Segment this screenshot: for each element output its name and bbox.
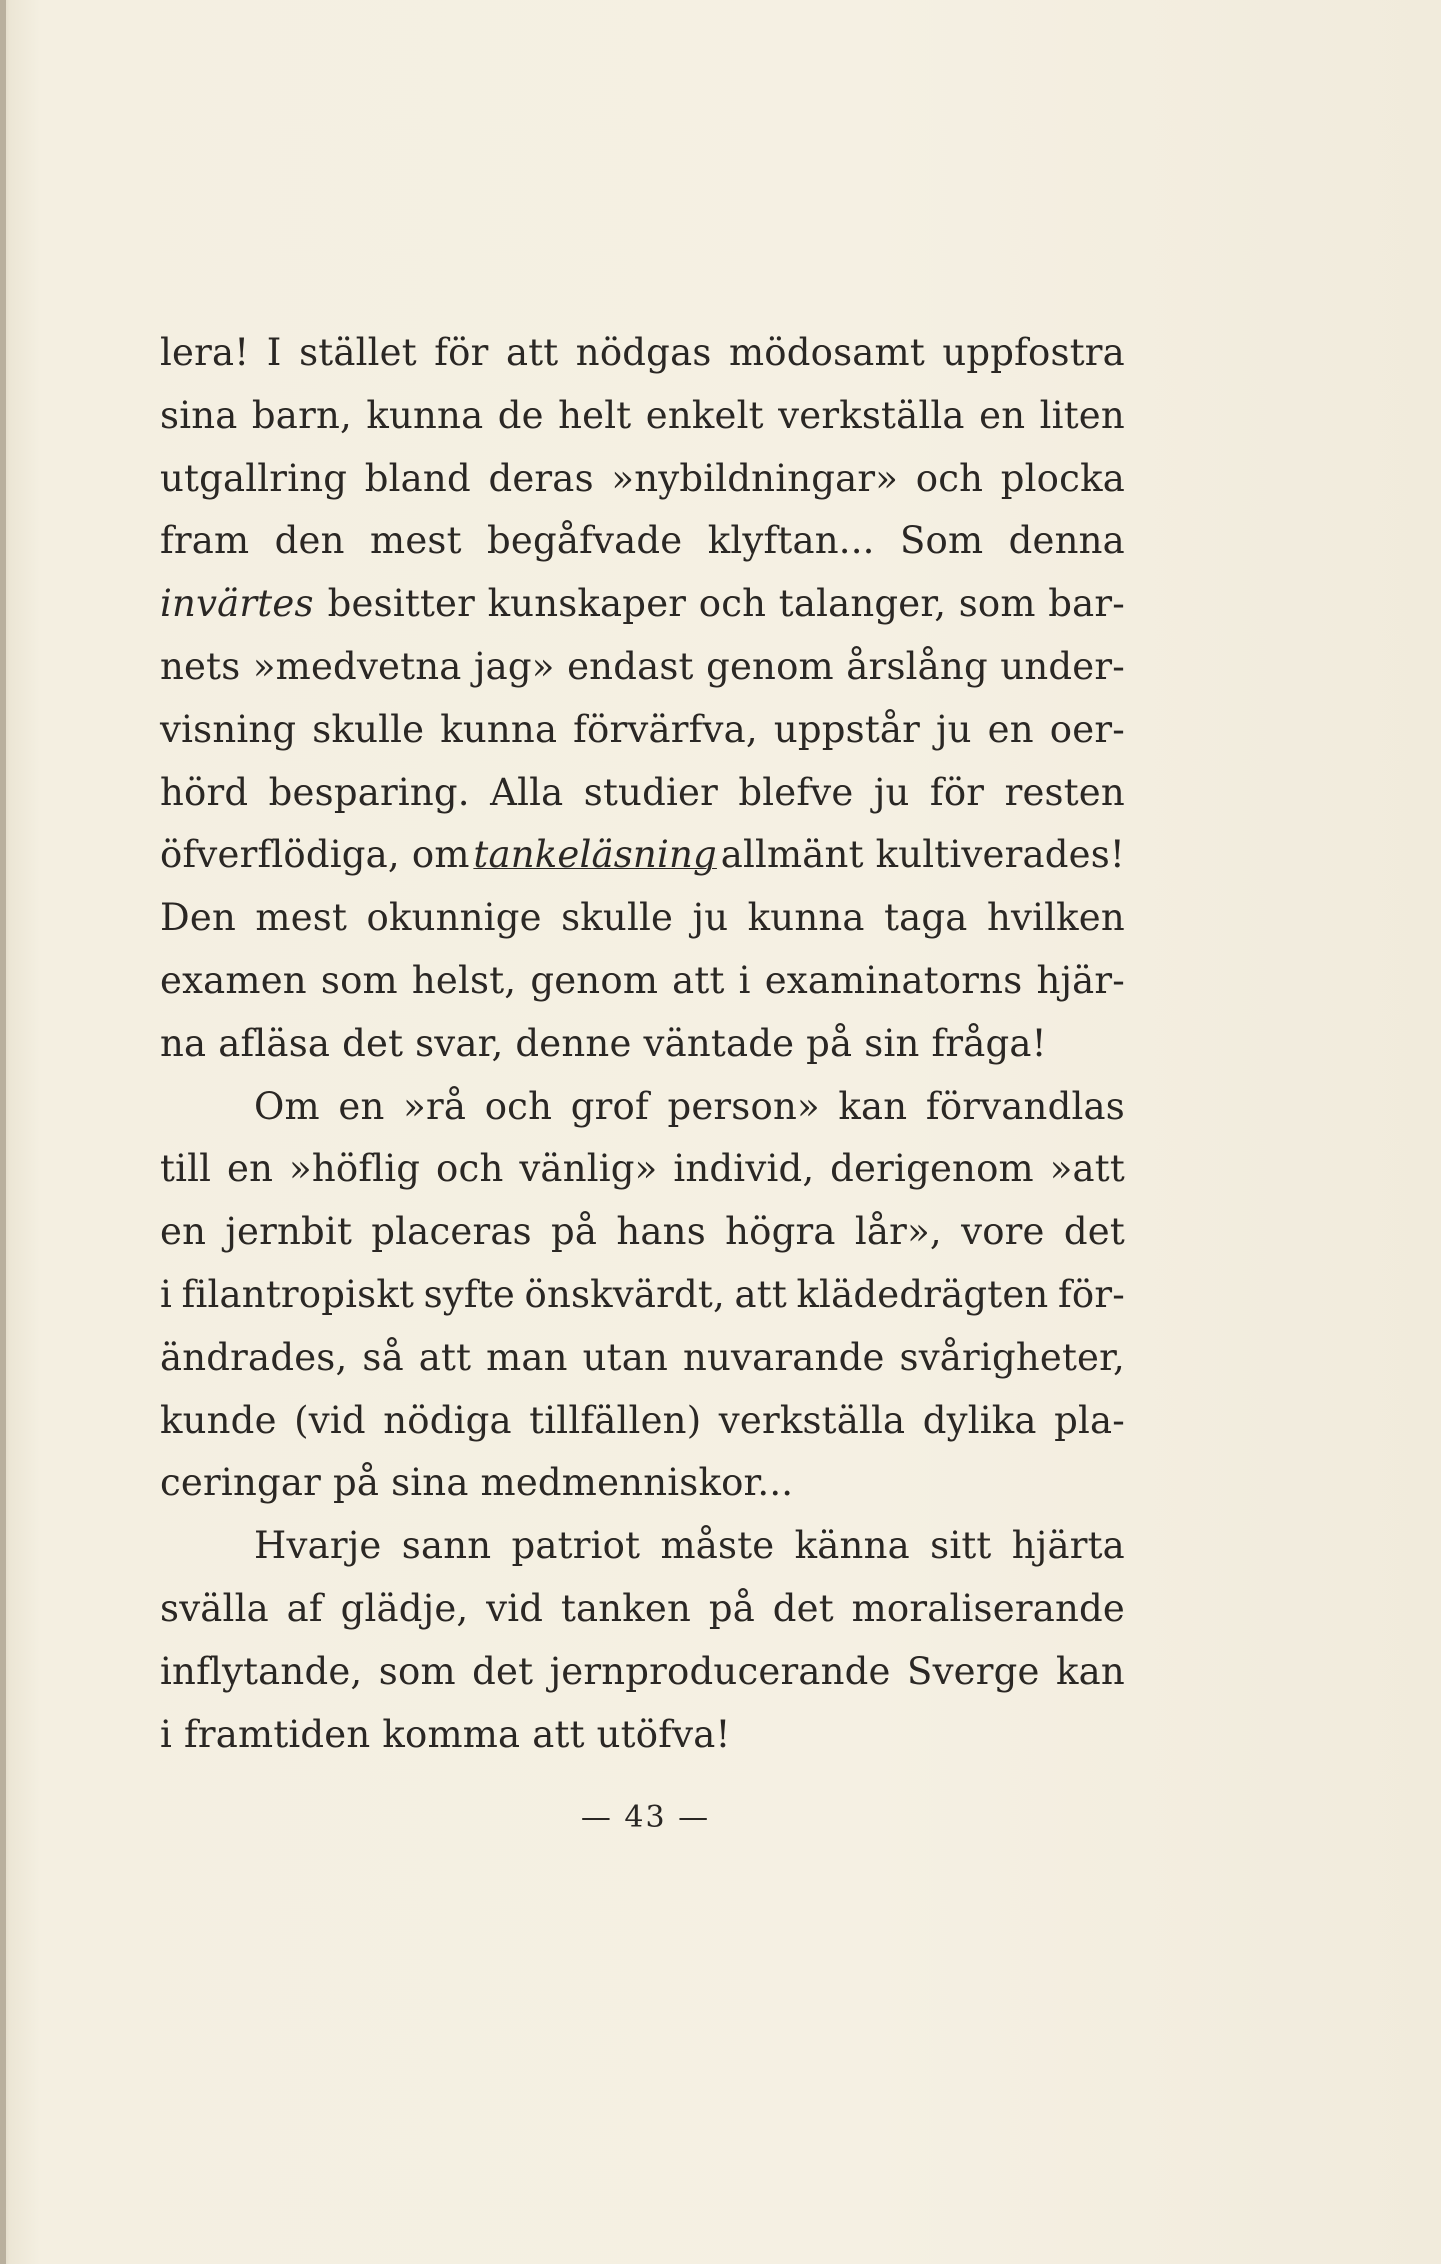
text-line: inflytande, som det jernproducerande Sverge kan: [160, 1649, 1125, 1693]
page-edge: [0, 0, 6, 2264]
text-line: lera! I stället för att nödgas mödosamt uppfostra: [160, 331, 1125, 374]
text-line: en jernbit placeras på hans högra lår», vore det: [160, 1210, 1125, 1254]
body-text: [160, 322, 1125, 1766]
text-line: ändrades, så att man utan nuvarande svårigheter,: [160, 1335, 1125, 1379]
text-line: i framtiden komma att utöfva!: [160, 1712, 731, 1756]
text-line: visning skulle kunna förvärfva, uppstår ju en oer-: [160, 707, 1125, 751]
text-line: sina barn, kunna de helt enkelt verkställa en liten: [160, 393, 1125, 437]
text-line: hörd besparing. Alla studier blefve ju för resten: [160, 770, 1125, 814]
text-line: examen som helst, genom att i examinatorns hjär-: [160, 958, 1125, 1002]
text-line: [160, 573, 1125, 636]
text-line: fram den mest begåfvade klyftan... Som denna: [160, 519, 1125, 563]
page-number: — 43 —: [580, 1800, 711, 1835]
text-line: svälla af glädje, vid tanken på det moraliserande: [160, 1586, 1125, 1630]
text-line: till en »höflig och vänlig» individ, derigenom »att: [160, 1147, 1125, 1191]
paragraph-start-line: Hvarje sann patriot måste känna sitt hjärta: [254, 1524, 1125, 1568]
text-line: utgallring bland deras »nybildningar» och plocka: [160, 456, 1125, 500]
text-line: [160, 824, 1125, 887]
text-line: nets »medvetna jag» endast genom årslång under-: [160, 644, 1125, 688]
text-line: i filantropiskt syfte önskvärdt, att klädedrägten för-: [160, 1272, 1125, 1316]
text-line-end: allmänt kultiverades!: [720, 833, 1125, 877]
italic-word: invärtes: [160, 582, 314, 626]
text-line: ceringar på sina medmenniskor...: [160, 1461, 794, 1505]
italic-underlined-word: tankeläsning: [473, 833, 717, 877]
text-line-rest: besitter kunskaper och talanger, som bar-: [327, 582, 1125, 626]
paragraph-start-line: Om en »rå och grof person» kan förvandlas: [254, 1084, 1125, 1128]
text-line-start: öfverflödiga, om: [160, 833, 470, 877]
text-line: Den mest okunnige skulle ju kunna taga hvilken: [160, 896, 1125, 940]
text-line: na afläsa det svar, denne väntade på sin fråga!: [160, 1021, 1047, 1065]
text-line: kunde (vid nödiga tillfällen) verkställa dylika pla-: [160, 1398, 1125, 1442]
